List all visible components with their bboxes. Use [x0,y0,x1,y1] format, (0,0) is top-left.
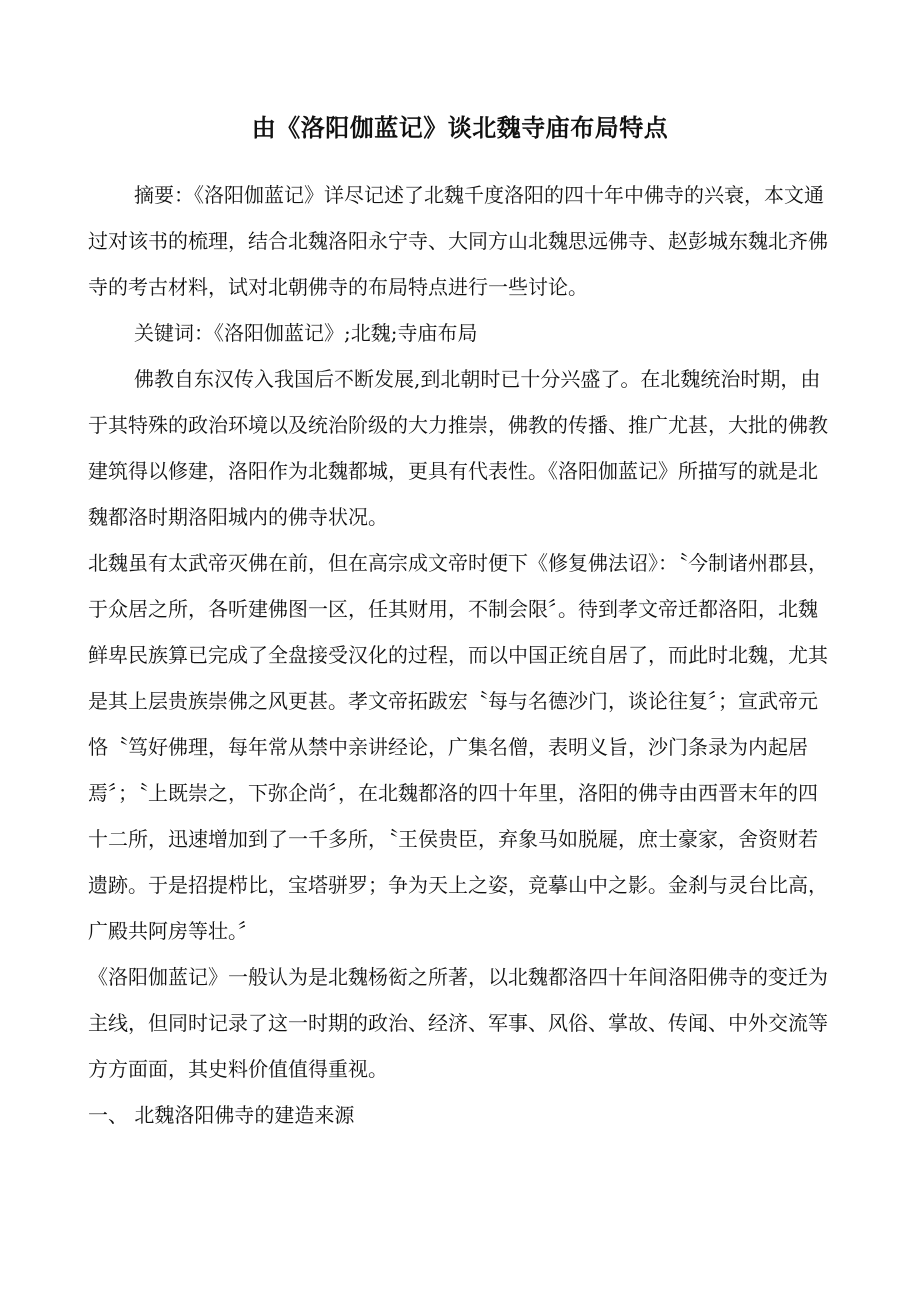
abstract-paragraph: 摘要：《洛阳伽蓝记》详尽记述了北魏千度洛阳的四十年中佛寺的兴衰，本文通过对该书的梳理，结合北魏洛阳永宁寺、大同方山北魏思远佛寺、赵彭城东魏北齐佛寺的考古材料，试对北朝佛寺的布局特点进行一些讨论。 [88,183,828,299]
section-heading: 一、 北魏洛阳佛寺的建造来源 [88,1103,355,1127]
document-body [88,172,830,1138]
history-paragraph: 北魏虽有太武帝灭佛在前，但在高宗成文帝时便下《修复佛法诏》：〝今制诸州郡县，于众居之所，各听建佛图一区，任其财用，不制会限〞。待到孝文帝迁都洛阳，北魏鲜卑民族算已完成了全盘接受汉化的过程，而以中国正统自居了，而此时北魏，尤其是其上层贵族崇佛之风更甚。孝文帝拓跋宏〝每与名德沙门，谈论往复〞；宣武帝元恪〝笃好佛理，每年常从禁中亲讲经论，广集名僧，表明义旨，沙门条录为内起居焉〞；〝上既崇之，下弥企尚〞，在北魏都洛的四十年里，洛阳的佛寺由西晋末年的四十二所，迅速增加到了一千多所，〝王侯贵臣，弃象马如脱屣，庶士豪家，舍资财若遗跡。于是招提栉比，宝塔骈罗；争为天上之姿，竞摹山中之影。金刹与灵台比高，广殿共阿房等壮。〞 [88,551,828,943]
document-title: 由《洛阳伽蓝记》谈北魏寺庙布局特点 [251,114,669,142]
source-paragraph: 《洛阳伽蓝记》一般认为是北魏杨衒之所著，以北魏都洛四十年间洛阳佛寺的变迁为主线，但同时记录了这一时期的政治、经济、军事、风俗、掌故、传闻、中外交流等方方面面，其史料价值值得重视。 [88,965,828,1081]
keywords-paragraph: 关键词：《洛阳伽蓝记》;北魏;寺庙布局 [134,321,478,345]
intro-paragraph: 佛教自东汉传入我国后不断发展,到北朝时已十分兴盛了。在北魏统治时期，由于其特殊的政治环境以及统治阶级的大力推崇，佛教的传播、推广尤甚，大批的佛教建筑得以修建，洛阳作为北魏都城，更具有代表性。《洛阳伽蓝记》所描写的就是北魏都洛时期洛阳城内的佛寺状况。 [88,367,828,529]
